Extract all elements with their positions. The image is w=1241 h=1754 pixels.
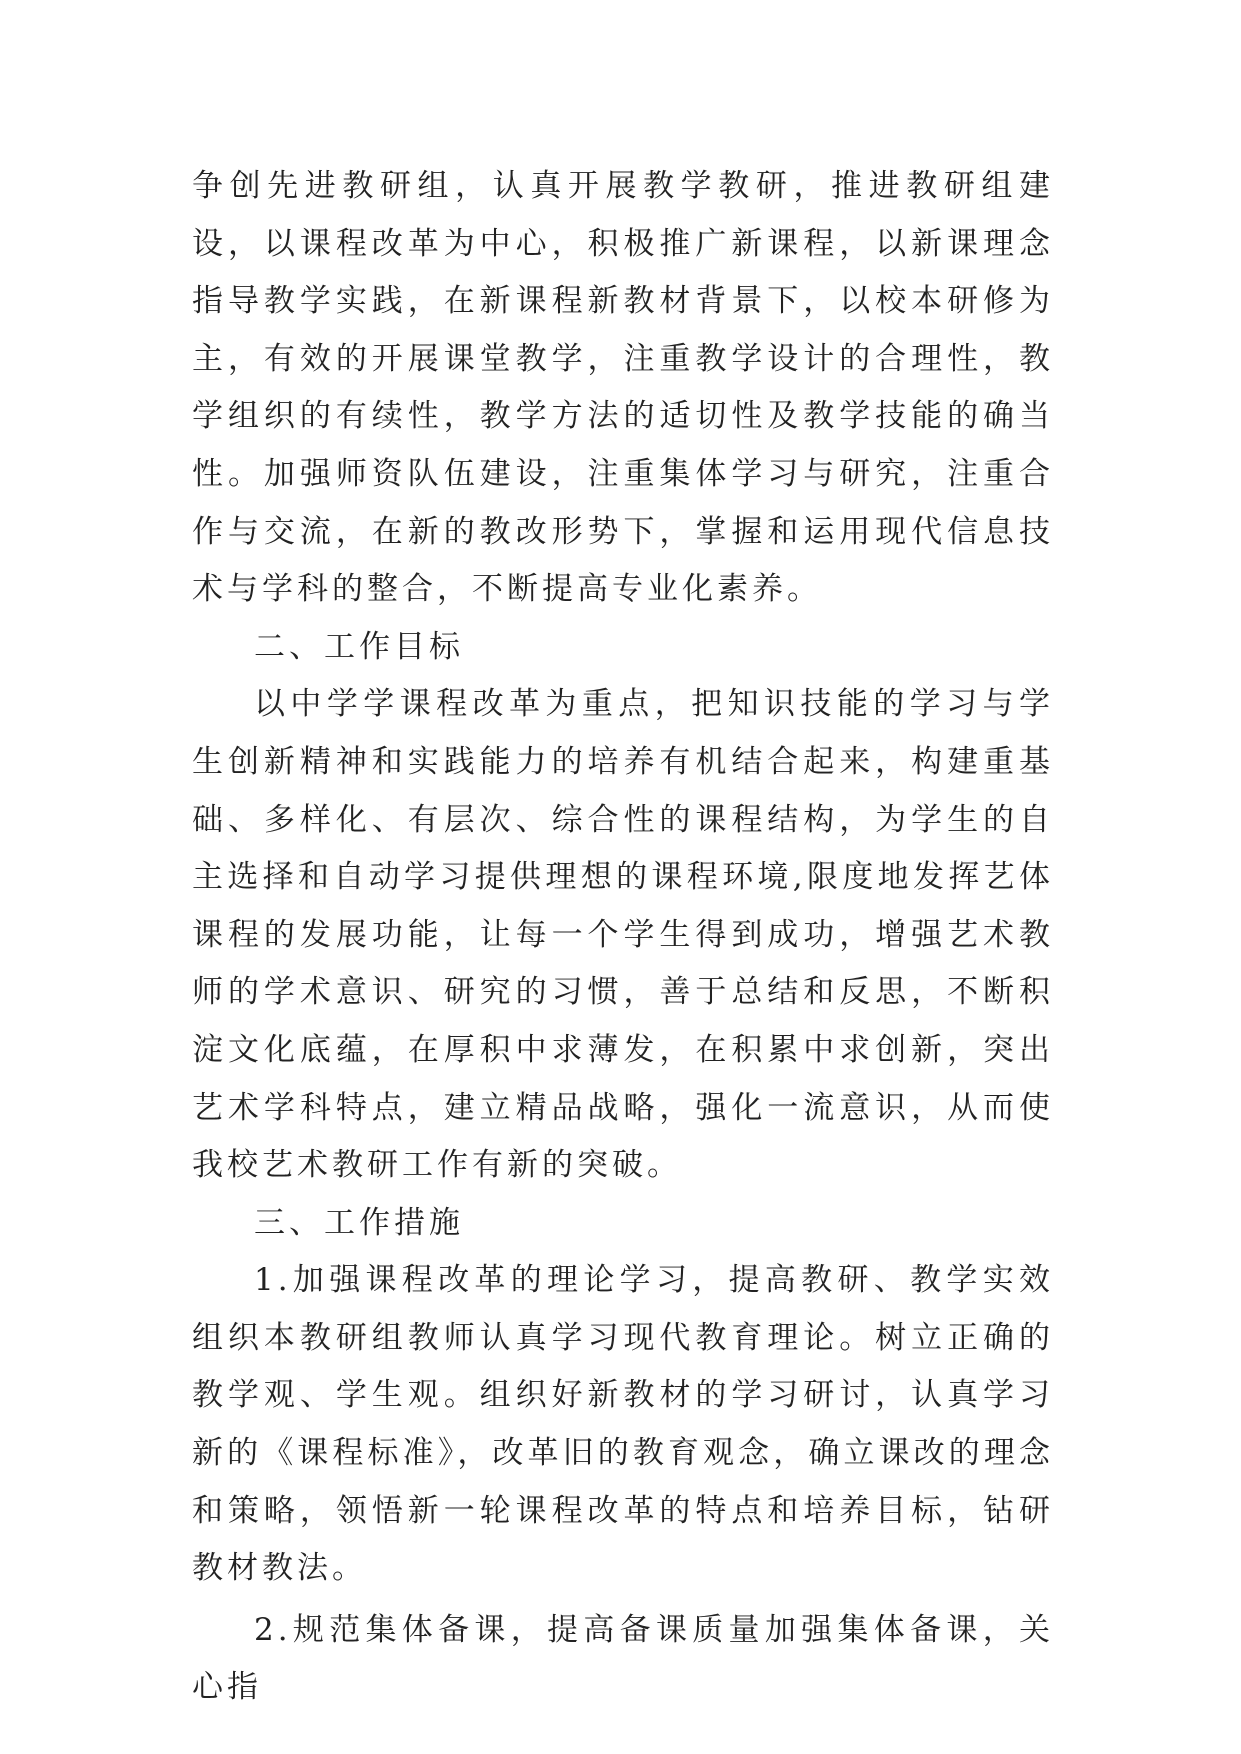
- heading-work-goals: 二、工作目标: [254, 628, 464, 665]
- paragraph-intro: 争创先进教研组，认真开展教学教研，推进教研组建设，以课程改革为中心，积极推广新课程，以新课理念指导教学实践，在新课程新教材背景下，以校本研修为主，有效的开展课堂教学，注重教学设计的合理性，教学组织的有续性，教学方法的适切性及教学技能的确当性。加强师资队伍建设，注重集体学习与研究，注重合作与交流，在新的教改形势下，掌握和运用现代信息技术与学科的整合，不断提高专业化素养。: [192, 168, 1054, 608]
- paragraph-work-goals: 以中学学课程改革为重点，把知识技能的学习与学生创新精神和实践能力的培养有机结合起来，构建重基础、多样化、有层次、综合性的课程结构，为学生的自主选择和自动学习提供理想的课程环境,限度地发挥艺体课程的发展功能，让每一个学生得到成功，增强艺术教师的学术意识、研究的习惯，善于总结和反思，不断积淀文化底蕴，在厚积中求薄发，在积累中求创新，突出艺术学科特点，建立精品战略，强化一流意识，从而使我校艺术教研工作有新的突破。: [192, 686, 1054, 1184]
- paragraph-measure-2: 2.规范集体备课，提高备课质量加强集体备课，关心指: [192, 1611, 1054, 1706]
- paragraph-measure-1: 1.加强课程改革的理论学习，提高教研、教学实效组织本教研组教师认真学习现代教育理论。树立正确的教学观、学生观。组织好新教材的学习研讨，认真学习新的《课程标准》，改革旧的教育观念，确立课改的理念和策略，领悟新一轮课程改革的特点和培养目标，钻研教材教法。: [192, 1262, 1054, 1587]
- heading-work-measures: 三、工作措施: [254, 1204, 464, 1241]
- document-body: [192, 158, 1054, 1717]
